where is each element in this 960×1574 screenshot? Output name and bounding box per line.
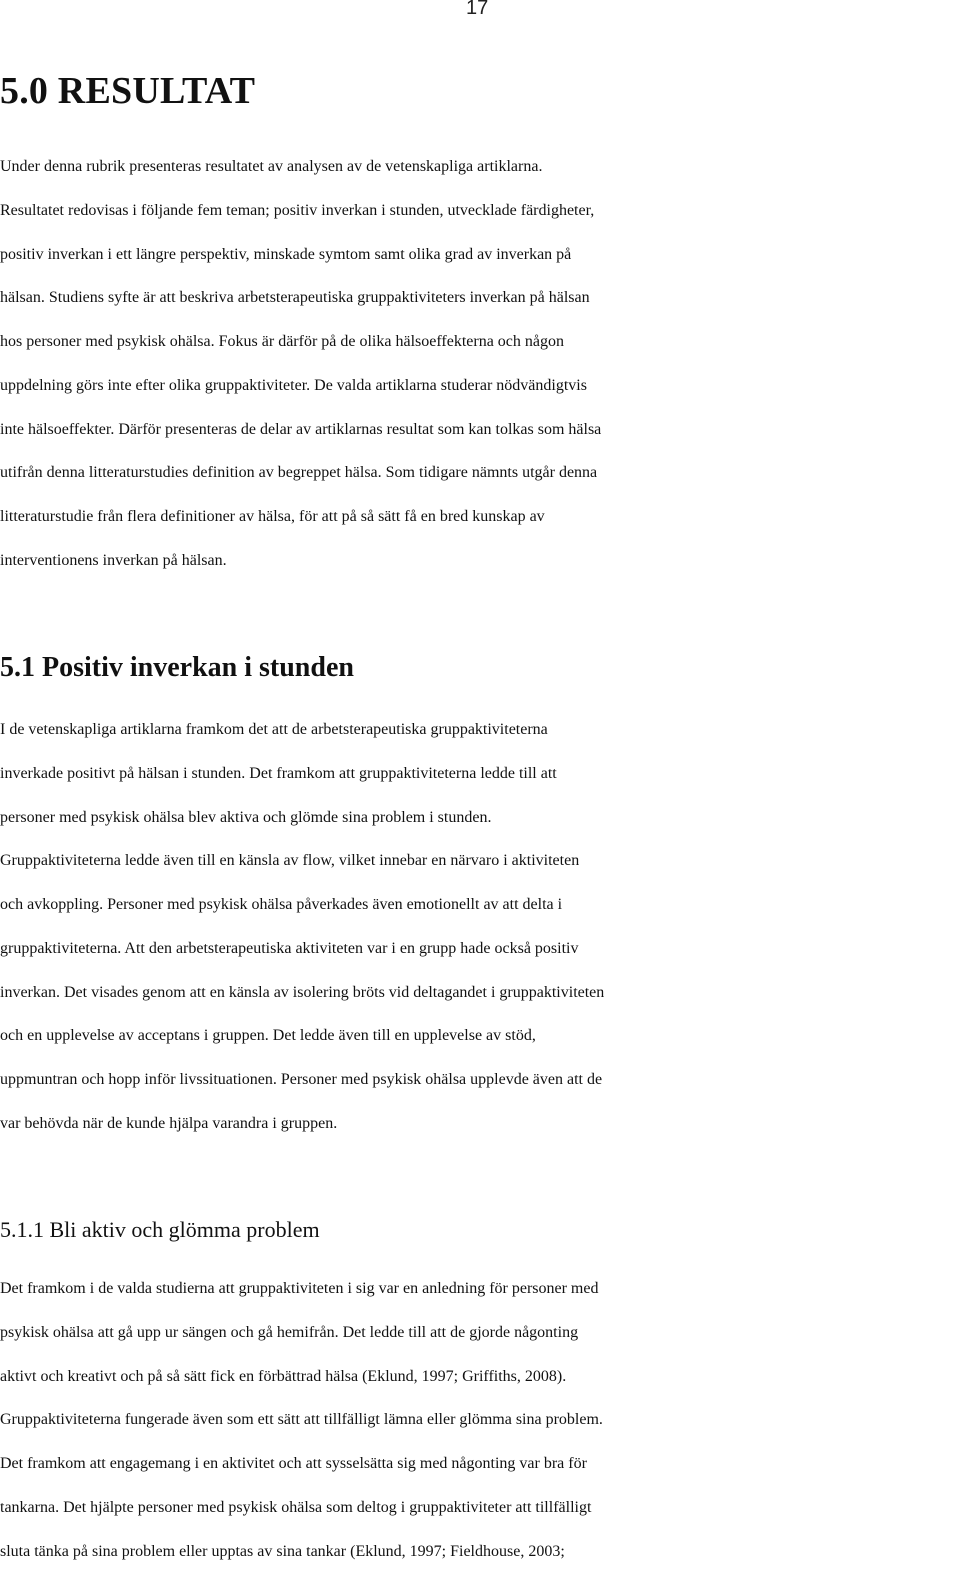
text-line: Gruppaktiviteterna fungerade även som ett sätt att tillfälligt lämna eller glömma sina problem.	[0, 1411, 603, 1429]
text-line: hos personer med psykisk ohälsa. Fokus är därför på de olika hälsoeffekterna och någon	[0, 333, 564, 350]
subsection-paragraph	[0, 708, 960, 1146]
text-line: personer med psykisk ohälsa blev aktiva och glömde sina problem i stunden.	[0, 808, 492, 826]
text-line: Gruppaktiviteterna ledde även till en känsla av flow, vilket innebar en närvaro i aktiviteten	[0, 852, 580, 870]
text-line: inverkade positivt på hälsan i stunden. Det framkom att gruppaktiviteterna ledde till att	[0, 764, 557, 782]
text-line: inte hälsoeffekter. Därför presenteras de delar av artiklarnas resultat som kan tolkas som hälsa	[0, 420, 602, 438]
text-line: Resultatet redovisas i följande fem teman; positiv inverkan i stunden, utvecklade färdigheter,	[0, 201, 595, 219]
text-line: uppdelning görs inte efter olika gruppaktiviteter. De valda artiklarna studerar nödvändigtvis	[0, 376, 587, 394]
text-line: och avkoppling. Personer med psykisk ohälsa påverkades även emotionellt av att delta i	[0, 896, 563, 913]
text-line: I de vetenskapliga artiklarna framkom det att de arbetsterapeutiska gruppaktiviteterna	[0, 721, 548, 738]
text-line: Det framkom att engagemang i en aktivitet och att sysselsätta sig med någonting var bra för	[0, 1455, 587, 1472]
section-heading: 5.0 RESULTAT	[0, 70, 256, 112]
text-line: psykisk ohälsa att gå upp ur sängen och gå hemifrån. Det ledde till att de gjorde någonting	[0, 1323, 579, 1341]
text-line: uppmuntran och hopp inför livssituationen. Personer med psykisk ohälsa upplevde även att de	[0, 1071, 603, 1088]
text-line: var behövda när de kunde hjälpa varandra i gruppen.	[0, 1114, 338, 1132]
page-number: 17	[466, 0, 489, 19]
text-line: sluta tänka på sina problem eller upptas av sina tankar (Eklund, 1997; Fieldhouse, 2003;	[0, 1542, 565, 1560]
text-line: Under denna rubrik presenteras resultatet av analysen av de vetenskapliga artiklarna.	[0, 158, 543, 175]
subsection-heading: 5.1 Positiv inverkan i stunden	[0, 652, 354, 683]
text-line: tankarna. Det hjälpte personer med psykisk ohälsa som deltog i gruppaktiviteter att tillfälligt	[0, 1498, 592, 1516]
text-line: utifrån denna litteraturstudies definition av begreppet hälsa. Som tidigare nämnts utgår denna	[0, 464, 598, 482]
text-line: gruppaktiviteterna. Att den arbetsterapeutiska aktiviteten var i en grupp hade också positiv	[0, 939, 579, 957]
text-line: interventionens inverkan på hälsan.	[0, 551, 227, 569]
subsubsection-paragraph	[0, 1267, 960, 1573]
text-line: aktivt och kreativt och på så sätt fick en förbättrad hälsa (Eklund, 1997; Griffiths, 2008).	[0, 1367, 567, 1385]
section-paragraph	[0, 145, 960, 583]
subsubsection-heading: 5.1.1 Bli aktiv och glömma problem	[0, 1217, 320, 1242]
text-line: och en upplevelse av acceptans i gruppen. Det ledde även till en upplevelse av stöd,	[0, 1027, 536, 1045]
text-line: inverkan. Det visades genom att en känsla av isolering bröts vid deltagandet i gruppaktiviteten	[0, 983, 605, 1001]
text-line: positiv inverkan i ett längre perspektiv, minskade symtom samt olika grad av inverkan på	[0, 245, 572, 263]
text-line: Det framkom i de valda studierna att gruppaktiviteten i sig var en anledning för personer med	[0, 1280, 599, 1297]
text-line: hälsan. Studiens syfte är att beskriva arbetsterapeutiska gruppaktiviteters inverkan på hälsan	[0, 289, 590, 307]
text-line: litteraturstudie från flera definitioner av hälsa, för att på så sätt få en bred kunskap av	[0, 508, 545, 525]
